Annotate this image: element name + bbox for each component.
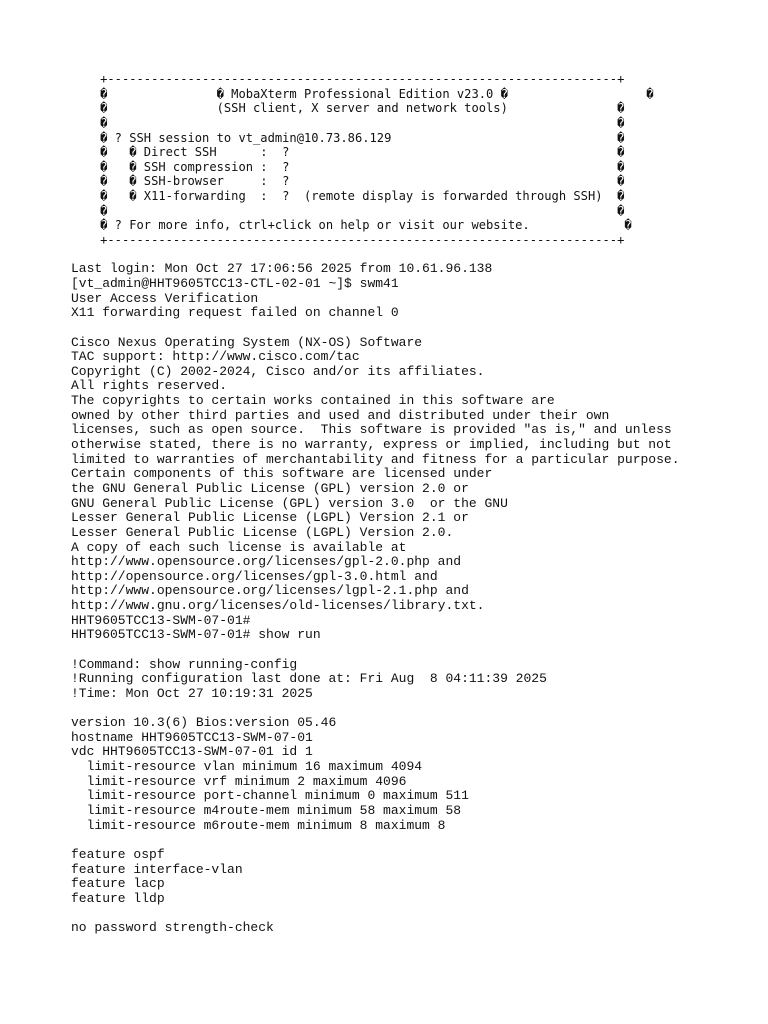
terminal-line: feature ospf <box>71 846 165 862</box>
terminal-line: the GNU General Public License (GPL) version 2.0 or <box>71 480 469 496</box>
terminal-line: limit-resource port-channel minimum 0 maximum 511 <box>71 788 469 804</box>
terminal-line: limit-resource vlan minimum 16 maximum 4094 <box>71 759 423 775</box>
terminal-line: vdc HHT9605TCC13-SWM-07-01 id 1 <box>71 744 313 760</box>
terminal-line: A copy of each such license is available at <box>71 539 407 555</box>
banner-line: � � <box>71 115 625 130</box>
terminal-line: TAC support: http://www.cisco.com/tac <box>71 349 360 365</box>
banner-line: � � SSH compression : ? � <box>71 159 625 174</box>
terminal-line <box>0 643 768 658</box>
terminal-line: Cisco Nexus Operating System (NX-OS) Software <box>71 334 423 350</box>
terminal-line: owned by other third parties and used and distributed under their own <box>71 407 610 423</box>
terminal-line: no password strength-check <box>71 920 274 936</box>
terminal-line <box>0 248 768 263</box>
ssh-session-output <box>0 248 768 936</box>
banner-line: � ? For more info, ctrl+click on help or visit our website. � <box>71 218 632 233</box>
terminal-line <box>0 907 768 922</box>
terminal-line: !Running configuration last done at: Fri Aug 8 04:11:39 2025 <box>71 671 547 687</box>
terminal-line: All rights reserved. <box>71 378 228 394</box>
terminal-line: Certain components of this software are licensed under <box>71 466 493 482</box>
banner-line: � (SSH client, X server and network tools) � <box>71 101 625 116</box>
terminal-line: Copyright (C) 2002-2024, Cisco and/or its affiliates. <box>71 363 485 379</box>
terminal-line: HHT9605TCC13-SWM-07-01# <box>71 612 251 628</box>
terminal-line: version 10.3(6) Bios:version 05.46 <box>71 715 337 731</box>
terminal-line: !Time: Mon Oct 27 10:19:31 2025 <box>71 685 313 701</box>
terminal-line <box>0 833 768 848</box>
banner-line: � � SSH-browser : ? � <box>71 174 625 189</box>
terminal-line: The copyrights to certain works contained in this software are <box>71 393 555 409</box>
terminal-line: limit-resource vrf minimum 2 maximum 4096 <box>71 773 407 789</box>
terminal-line <box>0 321 768 336</box>
banner-line: � � MobaXterm Professional Edition v23.0 � � <box>71 86 654 101</box>
terminal-line: feature lacp <box>71 876 165 892</box>
terminal-line: [vt_admin@HHT9605TCC13-CTL-02-01 ~]$ swm41 <box>71 275 399 291</box>
terminal-line: feature interface-vlan <box>71 861 243 877</box>
terminal-line: feature lldp <box>71 890 165 906</box>
terminal-line <box>0 702 768 717</box>
mobaxterm-banner <box>0 72 768 248</box>
terminal-line: licenses, such as open source. This software is provided "as is," and unless <box>71 422 672 438</box>
banner-line: � � Direct SSH : ? � <box>71 145 625 160</box>
terminal-line: Last login: Mon Oct 27 17:06:56 2025 from 10.61.96.138 <box>71 261 493 277</box>
banner-line: � ? SSH session to vt_admin@10.73.86.129 � <box>71 130 625 145</box>
terminal-line: otherwise stated, there is no warranty, express or implied, including but not <box>71 437 672 453</box>
terminal-line: http://opensource.org/licenses/gpl-3.0.html and <box>71 568 438 584</box>
terminal-line: User Access Verification <box>71 290 259 306</box>
terminal-line: http://www.opensource.org/licenses/lgpl-2.1.php and <box>71 583 469 599</box>
terminal-line: GNU General Public License (GPL) version 3.0 or the GNU <box>71 495 508 511</box>
banner-line: +----------------------------------------------------------------------+ <box>71 72 625 86</box>
terminal-line: http://www.opensource.org/licenses/gpl-2.0.php and <box>71 554 462 570</box>
terminal-line: limited to warranties of merchantability and fitness for a particular purpose. <box>71 451 680 467</box>
terminal-line: HHT9605TCC13-SWM-07-01# show run <box>71 627 321 643</box>
banner-line: � � <box>71 203 625 218</box>
terminal-line: limit-resource m4route-mem minimum 58 maximum 58 <box>71 803 462 819</box>
terminal-line: Lesser General Public License (LGPL) Version 2.1 or <box>71 510 469 526</box>
terminal-line: !Command: show running-config <box>71 656 298 672</box>
terminal-output[interactable] <box>0 72 768 936</box>
banner-line: +----------------------------------------------------------------------+ <box>71 233 625 248</box>
terminal-line: hostname HHT9605TCC13-SWM-07-01 <box>71 729 313 745</box>
terminal-line: limit-resource m6route-mem minimum 8 maximum 8 <box>71 817 446 833</box>
terminal-line: X11 forwarding request failed on channel 0 <box>71 305 399 321</box>
terminal-line: http://www.gnu.org/licenses/old-licenses/library.txt. <box>71 598 485 614</box>
banner-line: � � X11-forwarding : ? (remote display is forwarded through SSH) � <box>71 189 625 204</box>
terminal-line: Lesser General Public License (LGPL) Version 2.0. <box>71 524 454 540</box>
